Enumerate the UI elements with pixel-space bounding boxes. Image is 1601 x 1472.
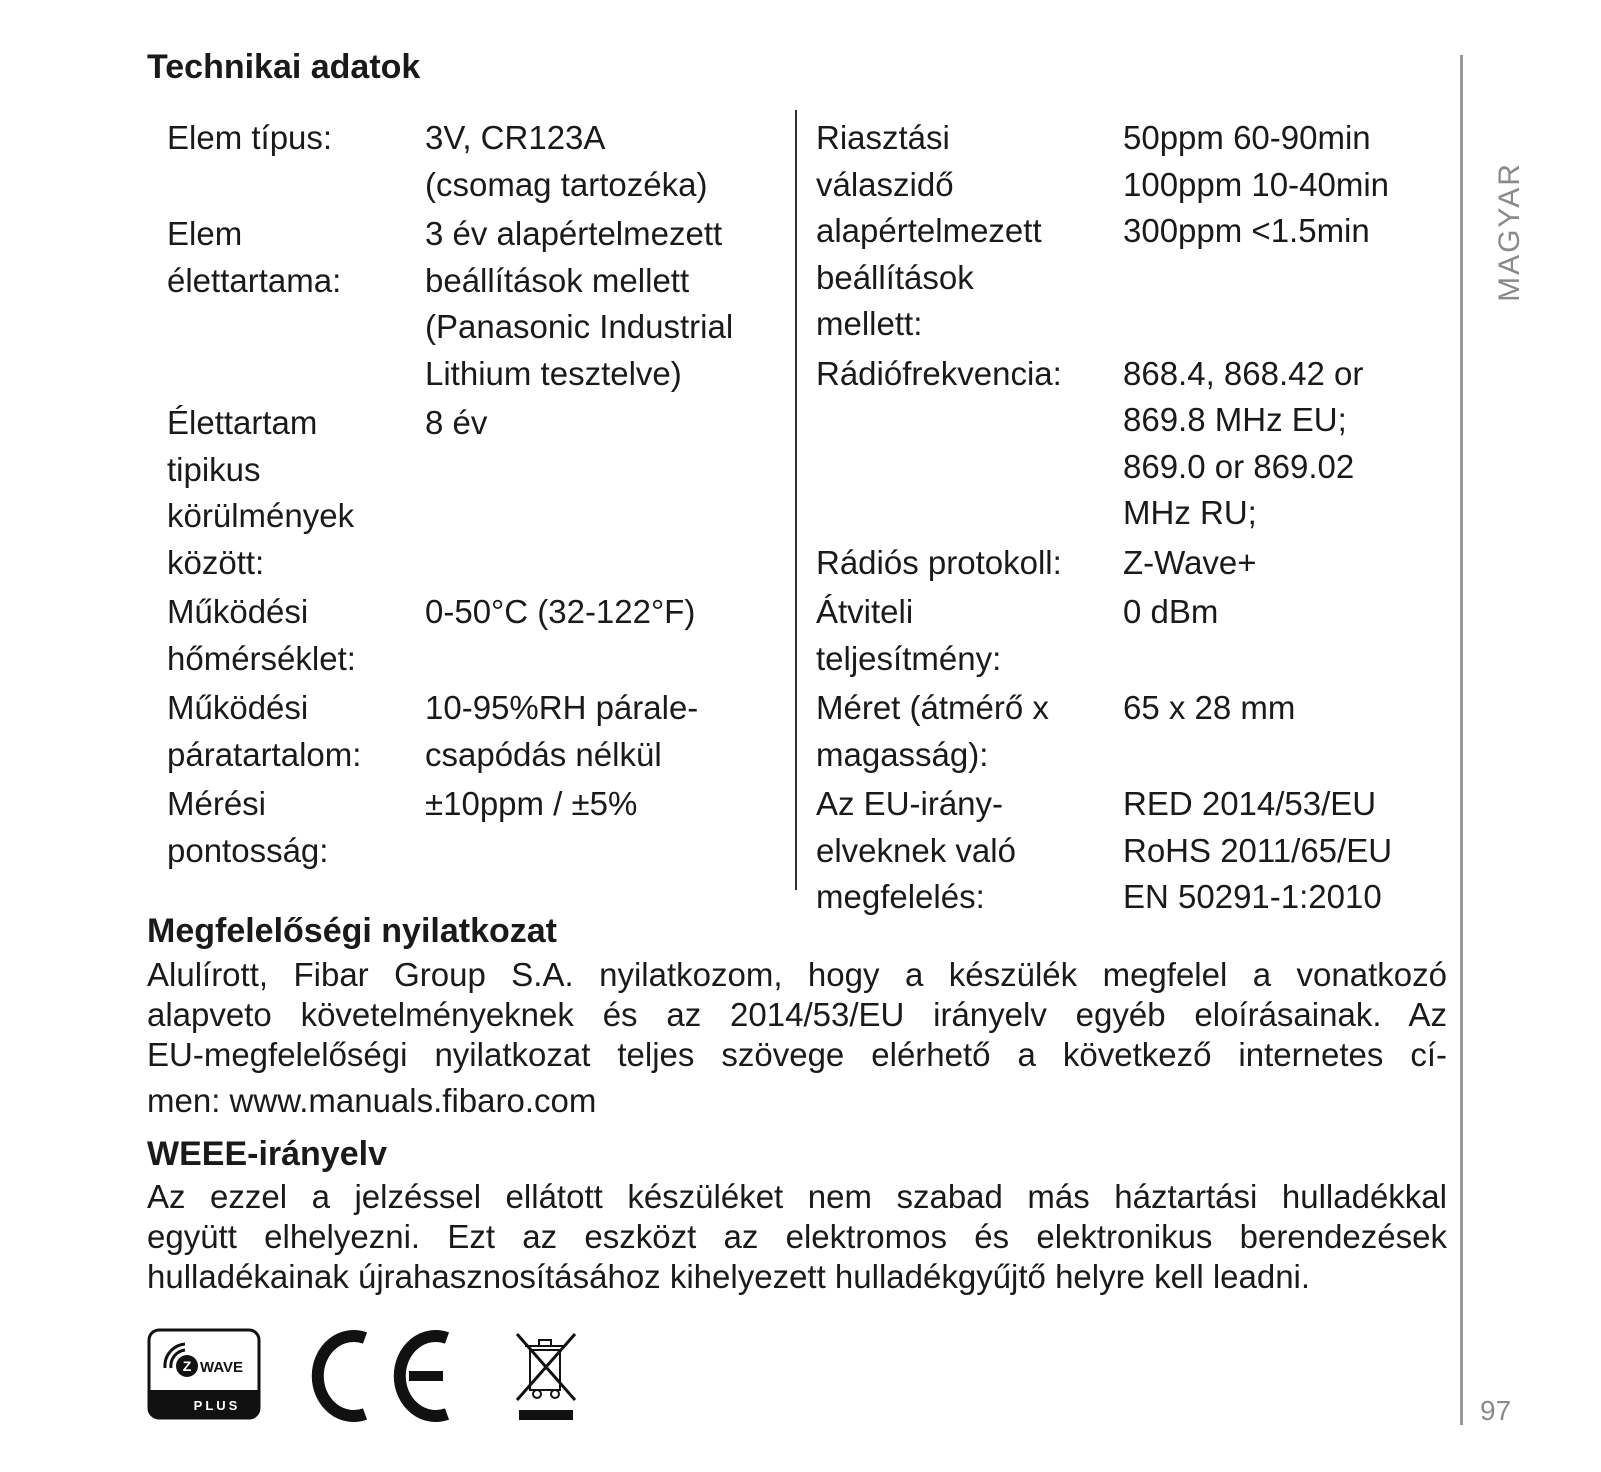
spec-value-line: 3 év alapértelmezett [425,215,723,252]
zwave-plus-logo [149,1330,259,1418]
declaration-line: alapveto követelményeknek és az 2014/53/EU irányelv egyéb eloírásainak. Az [147,996,1447,1033]
spec-row [167,781,767,874]
spec-label-line: Rádiófrekvencia: [816,354,1062,392]
ce-mark-icon [318,1336,447,1416]
spec-label [167,400,425,586]
spec-label-line: Működési [167,593,309,630]
spec-value-line: 0 dBm [1123,593,1219,630]
spec-value-line: ±10ppm / ±5% [425,785,638,822]
certification-logos [147,1328,607,1423]
spec-value-line: (csomag tartozéka) [425,165,708,203]
spec-value-line: 869.0 or 869.02 [1123,447,1355,485]
spec-value-line: 3V, CR123A [425,119,606,156]
declaration-line: Alulírott, Fibar Group S.A. nyilatkozom, hogy a készülék megfelel a vonatkozó [147,956,1447,993]
specs-left-column [167,115,767,877]
declaration-line: men: www.manuals.fibaro.com [147,1082,597,1119]
spec-value-line: 869.8 MHz EU; [1123,401,1347,438]
zwave-letter: Z [182,1358,192,1374]
weee-heading: WEEE-irányelv [147,1135,387,1173]
spec-row [167,211,767,397]
spec-label-line: élettartama: [167,261,342,299]
spec-value [425,115,785,208]
spec-label-line: mellett: [816,305,923,342]
spec-label-line: teljesítmény: [816,639,1002,677]
spec-row [167,400,767,586]
spec-label-line: páratartalom: [167,735,362,773]
spec-row [167,589,767,682]
spec-label-line: magasság): [816,735,989,773]
spec-label-line: Működési [167,689,309,726]
spec-label-line: között: [167,543,265,581]
spec-label-line: Elem [167,215,243,252]
spec-label-line: Méret (átmérő x [816,689,1049,726]
spec-label-line: beállítások [816,258,974,296]
logo-strip [147,1328,607,1428]
weee-crossed-bin-icon [517,1334,575,1420]
weee-text [147,1177,1447,1297]
weee-line: Az ezzel a jelzéssel ellátott készüléket nem szabad más háztartási hulladékkal [147,1178,1447,1215]
spec-value [425,400,785,586]
spec-value [1123,351,1443,537]
spec-label [816,781,1123,921]
spec-label-line: megfelelés: [816,878,985,915]
spec-label [167,685,425,778]
spec-row [816,685,1436,778]
spec-value [425,589,785,682]
spec-label-line: Élettartam [167,404,318,441]
spec-label [167,781,425,874]
spec-value-line: beállítások mellett [425,261,690,299]
spec-row [167,685,767,778]
spec-value [1123,685,1443,778]
column-divider [795,110,797,890]
weee-line: együtt elhelyezni. Ezt az eszközt az elektromos és elektronikus berendezések [147,1218,1447,1255]
spec-row [816,351,1436,537]
spec-value [1123,589,1443,682]
spec-value [425,781,785,874]
spec-value [1123,781,1443,921]
spec-value-line: EN 50291-1:2010 [1123,878,1382,915]
spec-value-line: 300ppm <1.5min [1123,212,1370,249]
spec-value [1123,540,1443,587]
language-side-label: MAGYAR [1493,162,1526,302]
spec-label [167,115,425,208]
spec-label-line: Átviteli [816,593,914,630]
spec-value-line: 0-50°C (32-122°F) [425,593,696,630]
spec-label [167,589,425,682]
spec-label-line: tipikus [167,450,261,488]
spec-label-line: pontosság: [167,831,329,869]
spec-label [816,540,1123,587]
spec-value-line: (Panasonic Industrial [425,308,734,345]
spec-value-line: RoHS 2011/65/EU [1123,831,1393,869]
spec-value-line: 100ppm 10-40min [1123,165,1389,203]
weee-line: hulladékainak újrahasznosításához kihelyezett hulladékgyűjtő helyre kell leadni. [147,1258,1311,1295]
spec-label [816,351,1123,537]
spec-row [816,540,1436,587]
spec-value-line: 10-95%RH párale- [425,689,699,726]
spec-value-line: RED 2014/53/EU [1123,785,1377,822]
declaration-line: EU-megfelelőségi nyilatkozat teljes szövege elérhető a következő internetes cí- [147,1036,1447,1073]
spec-value [425,211,785,397]
spec-label-line: Elem típus: [167,119,333,156]
spec-value-line: Lithium tesztelve) [425,354,682,392]
spec-label [816,685,1123,778]
page-number: 97 [1480,1395,1512,1426]
spec-label-line: hőmérséklet: [167,639,356,677]
spec-value-line: 868.4, 868.42 or [1123,354,1364,392]
spec-row [167,115,767,208]
spec-value-line: csapódás nélkül [425,735,662,773]
side-rule [1460,55,1463,1425]
spec-row [816,115,1436,348]
spec-value-line: 50ppm 60-90min [1123,119,1371,156]
section-title-technical-data: Technikai adatok [147,48,421,86]
spec-value [425,685,785,778]
spec-label-line: Az EU-irány- [816,785,1004,822]
spec-label-line: Riasztási [816,119,950,156]
spec-label [816,589,1123,682]
spec-label [167,211,425,397]
declaration-heading: Megfelelőségi nyilatkozat [147,912,557,950]
spec-row [816,589,1436,682]
spec-label-line: alapértelmezett [816,212,1042,249]
spec-label-line: elveknek való [816,831,1016,869]
spec-label [816,115,1123,348]
spec-label-line: Rádiós protokoll: [816,543,1062,581]
spec-value [1123,115,1443,348]
spec-label-line: körülmények [167,497,355,534]
spec-row [816,781,1436,921]
spec-value-line: MHz RU; [1123,494,1257,531]
spec-value-line: 65 x 28 mm [1123,689,1296,726]
specs-right-column [816,115,1436,924]
zwave-text: WAVE [200,1359,244,1376]
spec-label-line: válaszidő [816,165,954,203]
declaration-text [147,955,1447,1121]
spec-label-line: Mérési [167,785,267,822]
spec-value-line: Z-Wave+ [1123,543,1257,581]
zwave-plus-text: PLUS [193,1398,241,1413]
spec-value-line: 8 év [425,404,488,441]
